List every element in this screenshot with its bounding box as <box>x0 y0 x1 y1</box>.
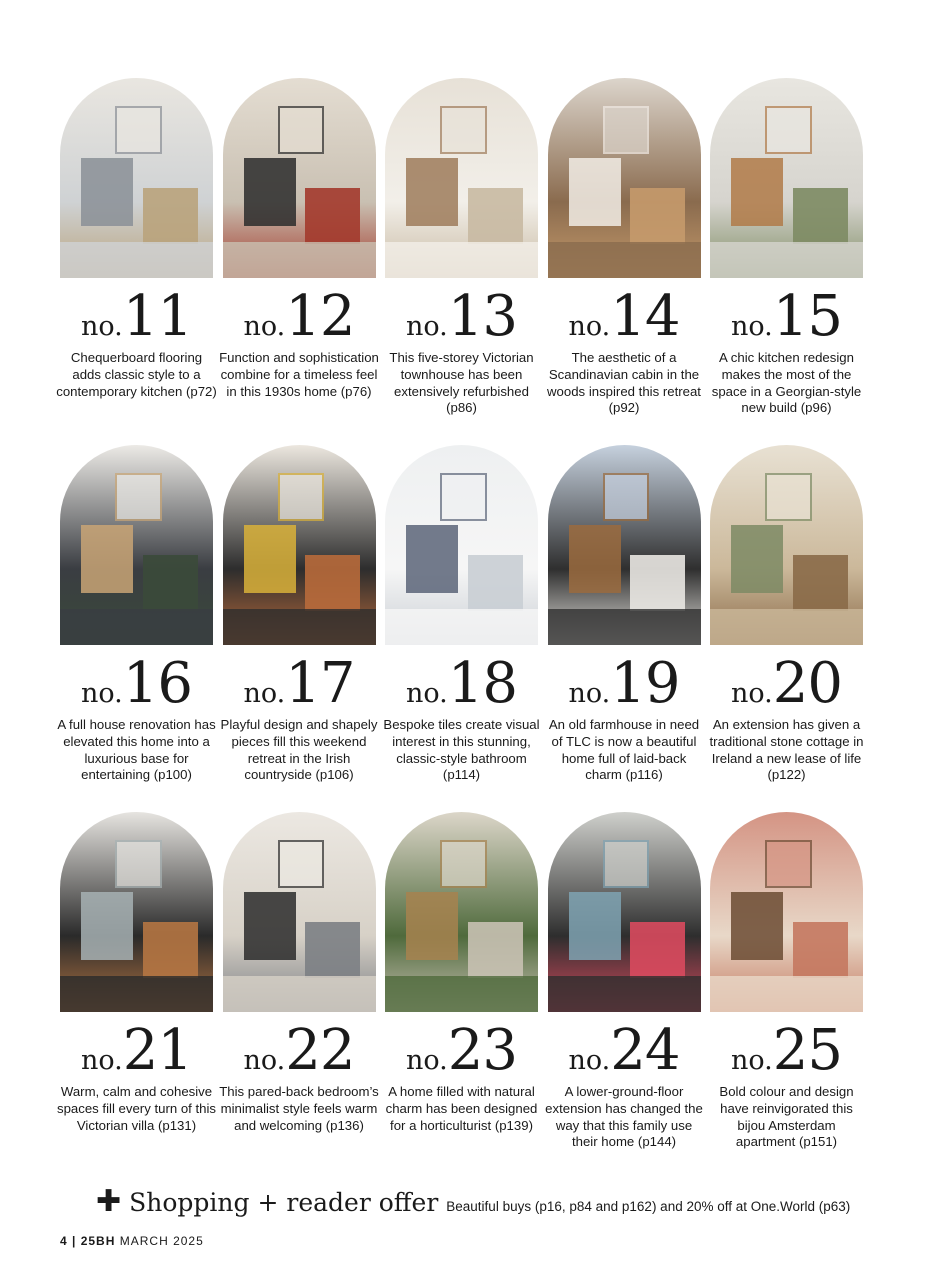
feature-description: The aesthetic of a Scandinavian cabin in the woods inspired this retreat (p92) <box>547 350 701 416</box>
page-footer <box>60 1234 204 1248</box>
feature-description: Warm, calm and cohesive spaces fill every turn of this Victorian villa (p131) <box>56 1084 217 1133</box>
number-value: 24 <box>610 1018 680 1083</box>
feature-photo[interactable] <box>60 812 213 1012</box>
feature-item[interactable] <box>385 78 538 445</box>
feature-description: Playful design and shapely pieces fill this weekend retreat in the Irish countryside (p106) <box>220 717 378 783</box>
feature-photo[interactable] <box>385 445 538 645</box>
issue-date: MARCH 2025 <box>119 1234 204 1248</box>
number-prefix: no. <box>405 311 448 342</box>
feature-number <box>223 653 376 715</box>
number-value: 13 <box>447 284 518 349</box>
number-prefix: no. <box>405 678 448 709</box>
feature-photo[interactable] <box>710 78 863 278</box>
feature-description: An extension has given a traditional stone cottage in Ireland a new lease of life (p122) <box>709 717 864 783</box>
number-prefix: no. <box>80 311 123 342</box>
feature-number <box>548 653 701 715</box>
page-number: 4 | 25BH <box>60 1234 116 1248</box>
feature-number <box>60 1020 213 1082</box>
feature-photo[interactable] <box>548 445 701 645</box>
feature-number <box>710 1020 863 1082</box>
number-value: 16 <box>122 651 193 716</box>
number-value: 14 <box>610 284 680 349</box>
feature-number <box>385 653 538 715</box>
number-value: 25 <box>772 1018 843 1083</box>
feature-item[interactable] <box>56 812 217 1179</box>
feature-number <box>223 286 376 348</box>
number-value: 15 <box>772 284 843 349</box>
feature-photo[interactable] <box>710 445 863 645</box>
number-prefix: no. <box>730 311 773 342</box>
feature-description: A full house renovation has elevated this home into a luxurious base for entertaining (p100) <box>57 717 216 783</box>
feature-number <box>60 286 213 348</box>
number-value: 19 <box>610 651 680 716</box>
feature-number <box>548 286 701 348</box>
feature-number <box>710 286 863 348</box>
number-prefix: no. <box>80 678 123 709</box>
number-prefix: no. <box>243 678 286 709</box>
number-prefix: no. <box>405 1045 448 1076</box>
feature-photo[interactable] <box>223 445 376 645</box>
feature-item[interactable] <box>220 445 378 812</box>
feature-item[interactable] <box>57 445 216 812</box>
number-value: 17 <box>285 651 355 716</box>
feature-photo[interactable] <box>223 78 376 278</box>
feature-item[interactable] <box>219 78 379 445</box>
feature-item[interactable] <box>548 78 701 445</box>
number-prefix: no. <box>568 311 611 342</box>
feature-item[interactable] <box>710 78 863 445</box>
feature-photo[interactable] <box>385 78 538 278</box>
feature-photo[interactable] <box>548 78 701 278</box>
feature-photo[interactable] <box>60 78 213 278</box>
number-prefix: no. <box>80 1045 123 1076</box>
feature-item[interactable] <box>56 78 217 445</box>
feature-description: A chic kitchen redesign makes the most of the space in a Georgian-style new build (p96) <box>711 350 862 416</box>
number-value: 20 <box>772 651 843 716</box>
feature-photo[interactable] <box>385 812 538 1012</box>
number-value: 12 <box>285 284 355 349</box>
feature-number <box>60 653 213 715</box>
number-prefix: no. <box>730 1045 773 1076</box>
feature-number <box>223 1020 376 1082</box>
feature-item[interactable] <box>385 445 538 812</box>
feature-number <box>548 1020 701 1082</box>
number-prefix: no. <box>243 311 286 342</box>
feature-item[interactable] <box>710 812 863 1179</box>
feature-item[interactable] <box>545 812 703 1179</box>
feature-photo[interactable] <box>710 812 863 1012</box>
feature-description: Bold colour and design have reinvigorated this bijou Amsterdam apartment (p151) <box>719 1084 854 1150</box>
shopping-offer <box>96 1184 850 1219</box>
number-prefix: no. <box>568 678 611 709</box>
feature-item[interactable] <box>710 445 863 812</box>
feature-description: Bespoke tiles create visual interest in this stunning, classic-style bathroom (p114) <box>383 717 540 783</box>
feature-description: An old farmhouse in need of TLC is now a beautiful home full of laid-back charm (p116) <box>548 717 700 783</box>
number-value: 21 <box>122 1018 193 1083</box>
feature-number <box>385 286 538 348</box>
feature-description: A home filled with natural charm has been designed for a horticulturist (p139) <box>385 1084 538 1133</box>
feature-description: Chequerboard flooring adds classic style to a contemporary kitchen (p72) <box>56 350 217 399</box>
feature-description: Function and sophistication combine for a timeless feel in this 1930s home (p76) <box>219 350 379 399</box>
number-prefix: no. <box>243 1045 286 1076</box>
features-grid <box>56 78 866 1179</box>
number-value: 18 <box>447 651 518 716</box>
feature-photo[interactable] <box>548 812 701 1012</box>
offer-title: Shopping + reader offer <box>129 1188 439 1217</box>
feature-item[interactable] <box>219 812 379 1179</box>
number-prefix: no. <box>568 1045 611 1076</box>
number-value: 11 <box>122 284 193 349</box>
feature-photo[interactable] <box>60 445 213 645</box>
feature-item[interactable] <box>385 812 538 1179</box>
number-value: 22 <box>285 1018 355 1083</box>
feature-description: This pared-back bedroom’s minimalist style feels warm and welcoming (p136) <box>219 1084 379 1133</box>
feature-description: A lower-ground-floor extension has changed the way that this family use their home (p144) <box>545 1084 703 1150</box>
feature-number <box>710 653 863 715</box>
offer-text: Beautiful buys (p16, p84 and p162) and 20% off at One.World (p63) <box>446 1199 851 1214</box>
feature-photo[interactable] <box>223 812 376 1012</box>
number-value: 23 <box>447 1018 518 1083</box>
number-prefix: no. <box>730 678 773 709</box>
feature-description: This five-storey Victorian townhouse has been extensively refurbished (p86) <box>389 350 534 416</box>
feature-number <box>385 1020 538 1082</box>
plus-icon: ✚ <box>96 1184 122 1219</box>
feature-item[interactable] <box>548 445 701 812</box>
